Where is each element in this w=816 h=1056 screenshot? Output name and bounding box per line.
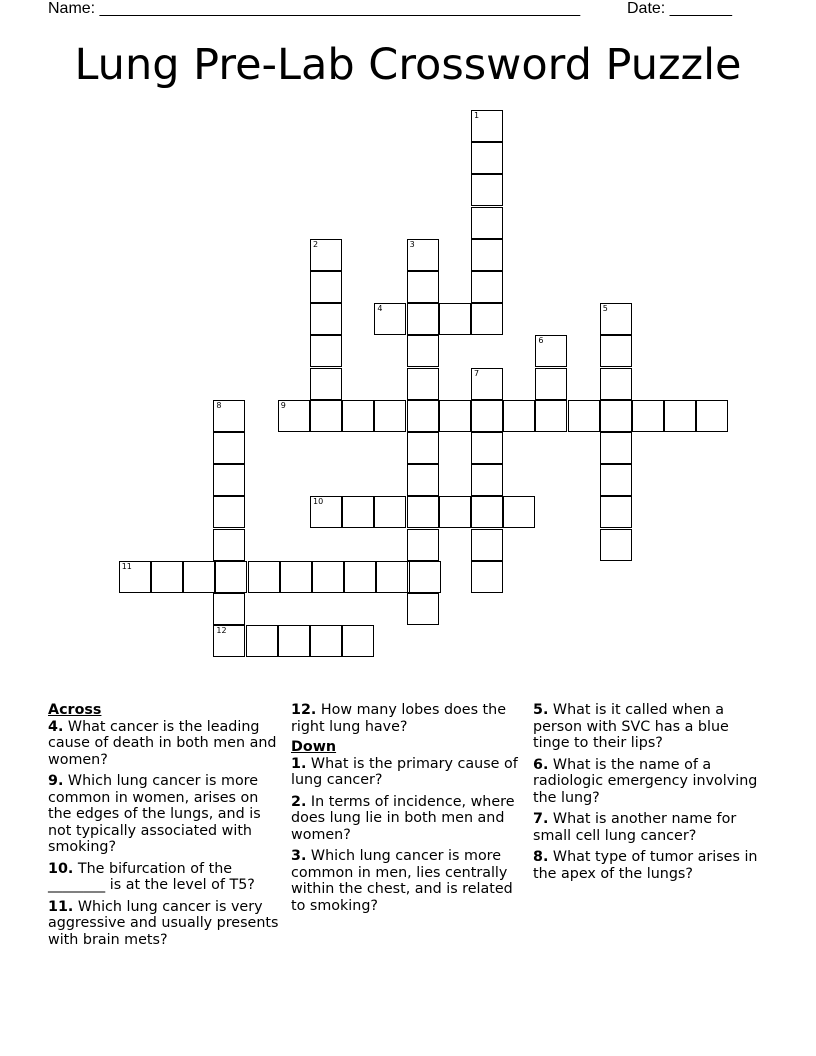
clue-text: The bifurcation of the ________ is at the level of T5? bbox=[48, 860, 255, 893]
clue-number: 7. bbox=[533, 811, 549, 827]
clue-number-label: 9 bbox=[280, 400, 286, 410]
clue-number: 5. bbox=[533, 702, 549, 718]
crossword-cell[interactable] bbox=[407, 400, 439, 432]
crossword-cell[interactable] bbox=[407, 303, 439, 335]
crossword-cell[interactable] bbox=[310, 625, 342, 657]
crossword-cell[interactable] bbox=[213, 529, 245, 561]
clue-text: Which lung cancer is more common in women, arises on the edges of the lungs, and is not typically associated with smoking? bbox=[48, 773, 261, 855]
crossword-cell[interactable] bbox=[600, 335, 632, 367]
crossword-cell[interactable] bbox=[119, 561, 151, 593]
crossword-cell[interactable] bbox=[280, 561, 312, 593]
crossword-cell[interactable] bbox=[407, 593, 439, 625]
clue-down-8 bbox=[533, 849, 769, 882]
clues-column-2 bbox=[291, 702, 525, 919]
clue-number-label: 3 bbox=[409, 239, 415, 249]
clue-number: 10. bbox=[48, 860, 74, 877]
clue-number: 8. bbox=[533, 849, 549, 865]
crossword-cell[interactable] bbox=[471, 239, 503, 271]
crossword-cell[interactable] bbox=[183, 561, 215, 593]
crossword-cell[interactable] bbox=[374, 400, 406, 432]
crossword-cell[interactable] bbox=[215, 561, 247, 593]
crossword-cell[interactable] bbox=[407, 271, 439, 303]
crossword-cell[interactable] bbox=[310, 271, 342, 303]
clue-text: Which lung cancer is very aggressive and usually presents with brain mets? bbox=[48, 898, 279, 948]
crossword-cell[interactable] bbox=[471, 303, 503, 335]
crossword-cell[interactable] bbox=[471, 529, 503, 561]
clue-number: 1. bbox=[291, 755, 307, 772]
clue-number-label: 2 bbox=[313, 239, 319, 249]
clue-across-12 bbox=[291, 702, 525, 735]
crossword-cell[interactable] bbox=[600, 432, 632, 464]
crossword-cell[interactable] bbox=[471, 174, 503, 206]
crossword-cell[interactable] bbox=[409, 561, 441, 593]
crossword-cell[interactable] bbox=[407, 464, 439, 496]
crossword-cell[interactable] bbox=[344, 561, 376, 593]
clue-text: What is the primary cause of lung cancer? bbox=[291, 755, 518, 788]
clue-down-3 bbox=[291, 848, 525, 914]
crossword-cell[interactable] bbox=[310, 400, 342, 432]
clue-across-9 bbox=[48, 773, 284, 856]
clue-number: 9. bbox=[48, 773, 64, 789]
crossword-cell[interactable] bbox=[696, 400, 728, 432]
clue-across-4 bbox=[48, 719, 284, 769]
clue-number: 6. bbox=[533, 756, 549, 773]
crossword-cell[interactable] bbox=[471, 400, 503, 432]
crossword-cell[interactable] bbox=[151, 561, 183, 593]
crossword-cell[interactable] bbox=[342, 625, 374, 657]
crossword-cell[interactable] bbox=[471, 207, 503, 239]
clue-down-7 bbox=[533, 811, 769, 844]
crossword-cell[interactable] bbox=[632, 400, 664, 432]
clue-text: What is the name of a radiologic emergency involving the lung? bbox=[533, 756, 758, 806]
clue-text: Which lung cancer is more common in men, lies centrally within the chest, and is related to smoking? bbox=[291, 848, 513, 914]
crossword-cell[interactable] bbox=[407, 368, 439, 400]
crossword-cell[interactable] bbox=[535, 400, 567, 432]
clue-number-label: 1 bbox=[474, 111, 480, 120]
crossword-cell[interactable] bbox=[407, 239, 439, 271]
clue-number: 11. bbox=[48, 898, 74, 915]
clue-text: How many lobes does the right lung have? bbox=[291, 702, 507, 735]
clue-text: In terms of incidence, where does lung lie in both men and women? bbox=[291, 793, 515, 843]
crossword-cell[interactable] bbox=[471, 368, 503, 400]
crossword-cell[interactable] bbox=[374, 496, 406, 528]
page-title: Lung Pre-Lab Crossword Puzzle bbox=[74, 40, 742, 90]
clue-number-label: 11 bbox=[121, 561, 132, 571]
clue-number: 4. bbox=[48, 718, 64, 735]
clue-text: What cancer is the leading cause of death in both men and women? bbox=[48, 718, 277, 768]
crossword-cell[interactable] bbox=[310, 239, 342, 271]
clues-column-3 bbox=[533, 702, 769, 887]
crossword-cell[interactable] bbox=[310, 303, 342, 335]
clue-down-5 bbox=[533, 702, 769, 752]
crossword-cell[interactable] bbox=[600, 464, 632, 496]
clue-text: What is another name for small cell lung cancer? bbox=[533, 811, 737, 844]
crossword-cell[interactable] bbox=[600, 368, 632, 400]
clue-text: What is it called when a person with SVC has a blue tinge to their lips? bbox=[533, 702, 729, 751]
crossword-cell[interactable] bbox=[407, 432, 439, 464]
down-heading: Down bbox=[291, 739, 337, 755]
crossword-cell[interactable] bbox=[568, 400, 600, 432]
clue-text: What type of tumor arises in the apex of the lungs? bbox=[533, 849, 758, 882]
clue-number-label: 10 bbox=[313, 497, 324, 507]
crossword-cell[interactable] bbox=[600, 496, 632, 528]
clue-number: 3. bbox=[291, 848, 307, 864]
clue-number: 12. bbox=[291, 702, 317, 718]
crossword-cell[interactable] bbox=[471, 142, 503, 174]
crossword-cell[interactable] bbox=[471, 496, 503, 528]
crossword-cell[interactable] bbox=[213, 593, 245, 625]
crossword-cell[interactable] bbox=[213, 464, 245, 496]
crossword-cell[interactable] bbox=[439, 496, 471, 528]
crossword-cell[interactable] bbox=[503, 400, 535, 432]
crossword-cell[interactable] bbox=[439, 400, 471, 432]
clue-across-10 bbox=[48, 861, 284, 894]
crossword-cell[interactable] bbox=[439, 303, 471, 335]
crossword-cell[interactable] bbox=[213, 496, 245, 528]
clue-number-label: 4 bbox=[377, 304, 383, 314]
clue-down-6 bbox=[533, 757, 769, 807]
crossword-cell[interactable] bbox=[471, 561, 503, 593]
crossword-cell[interactable] bbox=[213, 432, 245, 464]
crossword-cell[interactable] bbox=[407, 529, 439, 561]
crossword-cell[interactable] bbox=[376, 561, 408, 593]
crossword-cell[interactable] bbox=[535, 368, 567, 400]
clue-number-label: 6 bbox=[538, 336, 544, 346]
crossword-cell[interactable] bbox=[535, 335, 567, 367]
clues-column-1 bbox=[48, 702, 284, 953]
crossword-cell[interactable] bbox=[248, 561, 280, 593]
header bbox=[48, 0, 748, 20]
clue-number-label: 5 bbox=[602, 304, 608, 314]
crossword-cell[interactable] bbox=[278, 400, 310, 432]
crossword-cell[interactable] bbox=[342, 496, 374, 528]
crossword-cell[interactable] bbox=[246, 625, 278, 657]
crossword-cell[interactable] bbox=[600, 529, 632, 561]
crossword-cell[interactable] bbox=[407, 496, 439, 528]
crossword-cell[interactable] bbox=[600, 400, 632, 432]
clue-number-label: 12 bbox=[216, 626, 227, 636]
across-heading: Across bbox=[48, 702, 102, 718]
crossword-cell[interactable] bbox=[310, 496, 342, 528]
clue-number: 2. bbox=[291, 793, 307, 810]
clue-down-2 bbox=[291, 794, 525, 844]
crossword-cell[interactable] bbox=[312, 561, 344, 593]
crossword-cell[interactable] bbox=[471, 464, 503, 496]
crossword-cell[interactable] bbox=[310, 368, 342, 400]
crossword-cell[interactable] bbox=[471, 432, 503, 464]
date-field[interactable]: Date: _______ bbox=[627, 0, 732, 17]
crossword-cell[interactable] bbox=[471, 110, 503, 142]
clue-number-label: 8 bbox=[216, 400, 222, 410]
crossword-cell[interactable] bbox=[374, 303, 406, 335]
crossword-cell[interactable] bbox=[407, 335, 439, 367]
name-field[interactable]: Name: ______________________________________________________ bbox=[48, 0, 581, 17]
clue-across-11 bbox=[48, 899, 284, 949]
crossword-cell[interactable] bbox=[664, 400, 696, 432]
crossword-cell[interactable] bbox=[310, 335, 342, 367]
crossword-cell[interactable] bbox=[471, 271, 503, 303]
crossword-cell[interactable] bbox=[503, 496, 535, 528]
crossword-cell[interactable] bbox=[342, 400, 374, 432]
crossword-cell[interactable] bbox=[213, 400, 245, 432]
clue-number-label: 7 bbox=[474, 368, 480, 378]
crossword-cell[interactable] bbox=[213, 625, 245, 657]
crossword-cell[interactable] bbox=[278, 625, 310, 657]
crossword-cell[interactable] bbox=[600, 303, 632, 335]
clue-down-1 bbox=[291, 756, 525, 789]
